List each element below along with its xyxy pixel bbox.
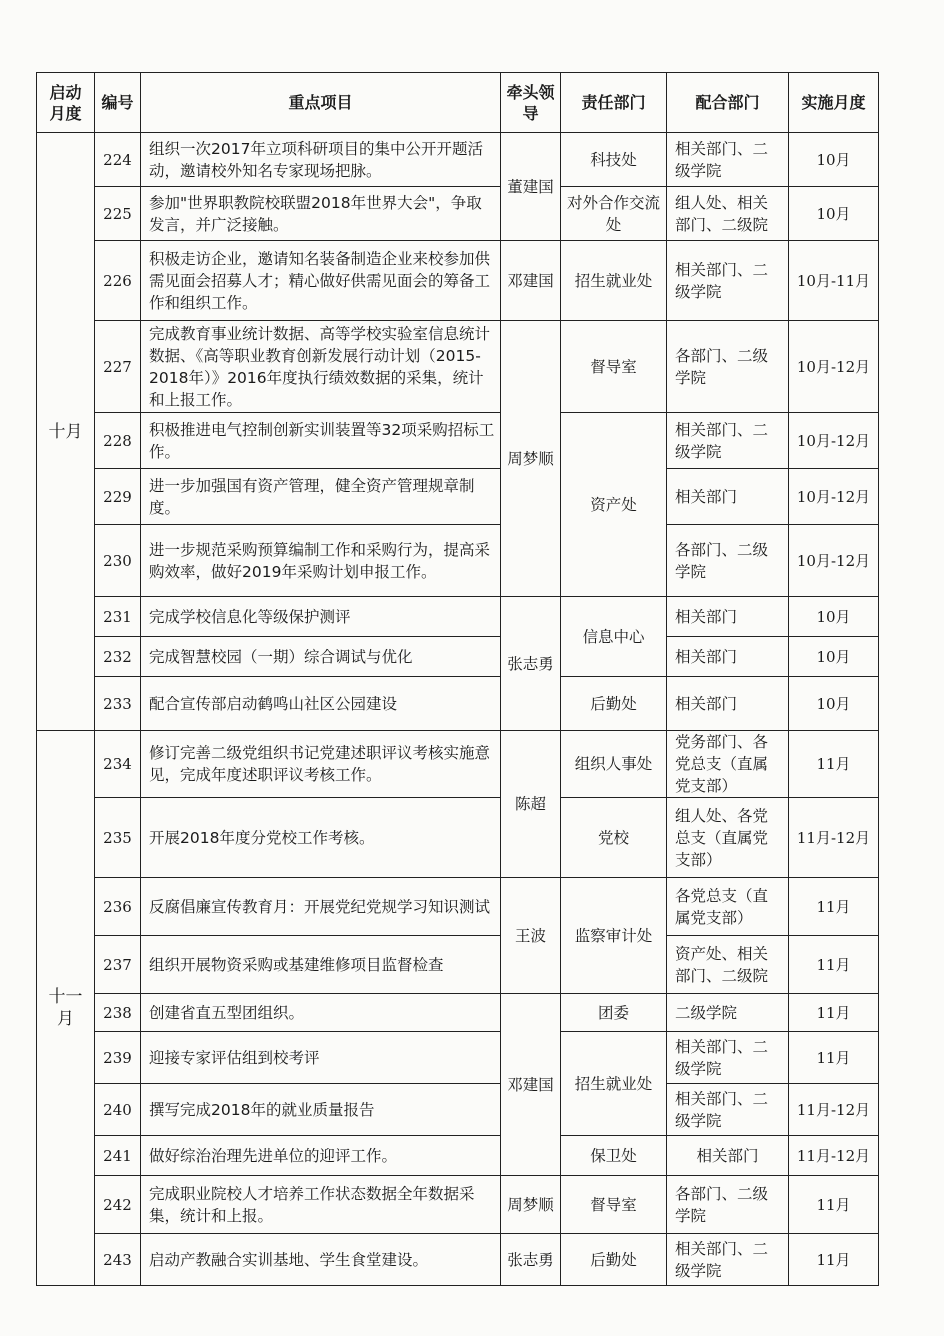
table-row — [37, 731, 879, 798]
month-cell: 11月 — [789, 731, 879, 798]
month-cell: 10月 — [789, 133, 879, 187]
month-cell: 10月-12月 — [789, 525, 879, 597]
coop-cell: 相关部门 — [667, 597, 789, 637]
coop-cell: 相关部门、二级学院 — [667, 1234, 789, 1286]
row-number: 241 — [95, 1136, 141, 1176]
month-cell: 11月 — [789, 936, 879, 994]
month-cell: 11月 — [789, 1176, 879, 1234]
month-cell: 11月 — [789, 1234, 879, 1286]
leader-cell: 张志勇 — [501, 1234, 561, 1286]
table-row — [37, 133, 879, 187]
leader-cell: 周梦顺 — [501, 321, 561, 597]
row-number: 239 — [95, 1032, 141, 1084]
table-row — [37, 525, 879, 597]
row-number: 236 — [95, 878, 141, 936]
table-row — [37, 1032, 879, 1084]
table-row — [37, 637, 879, 677]
dept-cell: 党校 — [561, 798, 667, 878]
header-leader: 牵头领导 — [501, 73, 561, 133]
table-row — [37, 1136, 879, 1176]
row-number: 235 — [95, 798, 141, 878]
start-month-cell: 十月 — [37, 133, 95, 731]
dept-cell: 资产处 — [561, 413, 667, 597]
coop-cell: 各党总支（直属党支部） — [667, 878, 789, 936]
month-cell: 10月 — [789, 637, 879, 677]
coop-cell: 相关部门、二级学院 — [667, 241, 789, 321]
table-row — [37, 936, 879, 994]
table-row — [37, 413, 879, 469]
coop-cell: 组人处、各党总支（直属党支部） — [667, 798, 789, 878]
header-start-month: 启动月度 — [37, 73, 95, 133]
table-row — [37, 878, 879, 936]
project-cell: 开展2018年度分党校工作考核。 — [141, 798, 501, 878]
coop-cell: 相关部门、二级学院 — [667, 413, 789, 469]
row-number: 243 — [95, 1234, 141, 1286]
row-number: 226 — [95, 241, 141, 321]
table-row — [37, 469, 879, 525]
month-cell: 11月 — [789, 1032, 879, 1084]
coop-cell: 各部门、二级学院 — [667, 1176, 789, 1234]
coop-cell: 相关部门、二级学院 — [667, 1084, 789, 1136]
row-number: 227 — [95, 321, 141, 413]
project-cell: 完成智慧校园（一期）综合调试与优化 — [141, 637, 501, 677]
coop-cell: 二级学院 — [667, 994, 789, 1032]
table-row — [37, 241, 879, 321]
month-cell: 11月-12月 — [789, 1084, 879, 1136]
project-cell: 组织开展物资采购或基建维修项目监督检查 — [141, 936, 501, 994]
dept-cell: 信息中心 — [561, 597, 667, 677]
month-cell: 10月 — [789, 187, 879, 241]
coop-cell: 相关部门 — [667, 677, 789, 731]
leader-cell: 邓建国 — [501, 994, 561, 1176]
row-number: 230 — [95, 525, 141, 597]
row-number: 242 — [95, 1176, 141, 1234]
coop-cell: 相关部门、二级学院 — [667, 1032, 789, 1084]
work-plan-table-page — [36, 72, 878, 1282]
project-cell: 反腐倡廉宣传教育月：开展党纪党规学习知识测试 — [141, 878, 501, 936]
month-cell: 11月-12月 — [789, 1136, 879, 1176]
project-cell: 完成职业院校人才培养工作状态数据全年数据采集，统计和上报。 — [141, 1176, 501, 1234]
coop-cell: 相关部门 — [667, 637, 789, 677]
header-number: 编号 — [95, 73, 141, 133]
month-cell: 10月-12月 — [789, 469, 879, 525]
header-dept: 责任部门 — [561, 73, 667, 133]
month-cell: 10月 — [789, 677, 879, 731]
work-plan-table — [36, 72, 879, 1286]
table-row — [37, 677, 879, 731]
project-cell: 组织一次2017年立项科研项目的集中公开开题活动，邀请校外知名专家现场把脉。 — [141, 133, 501, 187]
table-row — [37, 321, 879, 413]
coop-cell: 相关部门、二级学院 — [667, 133, 789, 187]
project-cell: 完成教育事业统计数据、高等学校实验室信息统计数据、《高等职业教育创新发展行动计划（2015-2018年）》2016年度执行绩效数据的采集，统计和上报工作。 — [141, 321, 501, 413]
month-cell: 11月-12月 — [789, 798, 879, 878]
dept-cell: 科技处 — [561, 133, 667, 187]
coop-cell: 各部门、二级学院 — [667, 321, 789, 413]
leader-cell: 董建国 — [501, 133, 561, 241]
dept-cell: 后勤处 — [561, 677, 667, 731]
row-number: 228 — [95, 413, 141, 469]
project-cell: 做好综治治理先进单位的迎评工作。 — [141, 1136, 501, 1176]
project-cell: 参加"世界职教院校联盟2018年世界大会"，争取发言，并广泛接触。 — [141, 187, 501, 241]
table-row — [37, 1176, 879, 1234]
month-cell: 11月 — [789, 994, 879, 1032]
dept-cell: 督导室 — [561, 1176, 667, 1234]
row-number: 234 — [95, 731, 141, 798]
project-cell: 启动产教融合实训基地、学生食堂建设。 — [141, 1234, 501, 1286]
row-number: 224 — [95, 133, 141, 187]
dept-cell: 督导室 — [561, 321, 667, 413]
table-row — [37, 597, 879, 637]
coop-cell: 资产处、相关部门、二级院 — [667, 936, 789, 994]
leader-cell: 周梦顺 — [501, 1176, 561, 1234]
month-cell: 10月-12月 — [789, 413, 879, 469]
leader-cell: 邓建国 — [501, 241, 561, 321]
table-row — [37, 1234, 879, 1286]
project-cell: 完成学校信息化等级保护测评 — [141, 597, 501, 637]
month-cell: 10月-11月 — [789, 241, 879, 321]
month-cell: 10月 — [789, 597, 879, 637]
table-row — [37, 1084, 879, 1136]
coop-cell: 组人处、相关部门、二级院 — [667, 187, 789, 241]
dept-cell: 后勤处 — [561, 1234, 667, 1286]
project-cell: 配合宣传部启动鹤鸣山社区公园建设 — [141, 677, 501, 731]
project-cell: 进一步规范采购预算编制工作和采购行为，提高采购效率，做好2019年采购计划申报工作。 — [141, 525, 501, 597]
project-cell: 积极推进电气控制创新实训装置等32项采购招标工作。 — [141, 413, 501, 469]
table-row — [37, 187, 879, 241]
dept-cell: 团委 — [561, 994, 667, 1032]
table-row — [37, 798, 879, 878]
header-month: 实施月度 — [789, 73, 879, 133]
project-cell: 迎接专家评估组到校考评 — [141, 1032, 501, 1084]
row-number: 233 — [95, 677, 141, 731]
month-cell: 11月 — [789, 878, 879, 936]
project-cell: 撰写完成2018年的就业质量报告 — [141, 1084, 501, 1136]
row-number: 225 — [95, 187, 141, 241]
project-cell: 创建省直五型团组织。 — [141, 994, 501, 1032]
dept-cell: 招生就业处 — [561, 241, 667, 321]
coop-cell: 相关部门 — [667, 1136, 789, 1176]
project-cell: 进一步加强国有资产管理，健全资产管理规章制度。 — [141, 469, 501, 525]
dept-cell: 对外合作交流处 — [561, 187, 667, 241]
leader-cell: 王波 — [501, 878, 561, 994]
row-number: 238 — [95, 994, 141, 1032]
row-number: 229 — [95, 469, 141, 525]
dept-cell: 监察审计处 — [561, 878, 667, 994]
header-project: 重点项目 — [141, 73, 501, 133]
dept-cell: 保卫处 — [561, 1136, 667, 1176]
dept-cell: 招生就业处 — [561, 1032, 667, 1136]
project-cell: 修订完善二级党组织书记党建述职评议考核实施意见，完成年度述职评议考核工作。 — [141, 731, 501, 798]
header-coop: 配合部门 — [667, 73, 789, 133]
row-number: 232 — [95, 637, 141, 677]
row-number: 237 — [95, 936, 141, 994]
start-month-cell: 十一月 — [37, 731, 95, 1286]
project-cell: 积极走访企业，邀请知名装备制造企业来校参加供需见面会招募人才；精心做好供需见面会的筹备工作和组织工作。 — [141, 241, 501, 321]
leader-cell: 陈超 — [501, 731, 561, 878]
row-number: 240 — [95, 1084, 141, 1136]
coop-cell: 党务部门、各党总支（直属党支部） — [667, 731, 789, 798]
leader-cell: 张志勇 — [501, 597, 561, 731]
coop-cell: 各部门、二级学院 — [667, 525, 789, 597]
table-row — [37, 994, 879, 1032]
dept-cell: 组织人事处 — [561, 731, 667, 798]
month-cell: 10月-12月 — [789, 321, 879, 413]
row-number: 231 — [95, 597, 141, 637]
coop-cell: 相关部门 — [667, 469, 789, 525]
header-row — [37, 73, 879, 133]
